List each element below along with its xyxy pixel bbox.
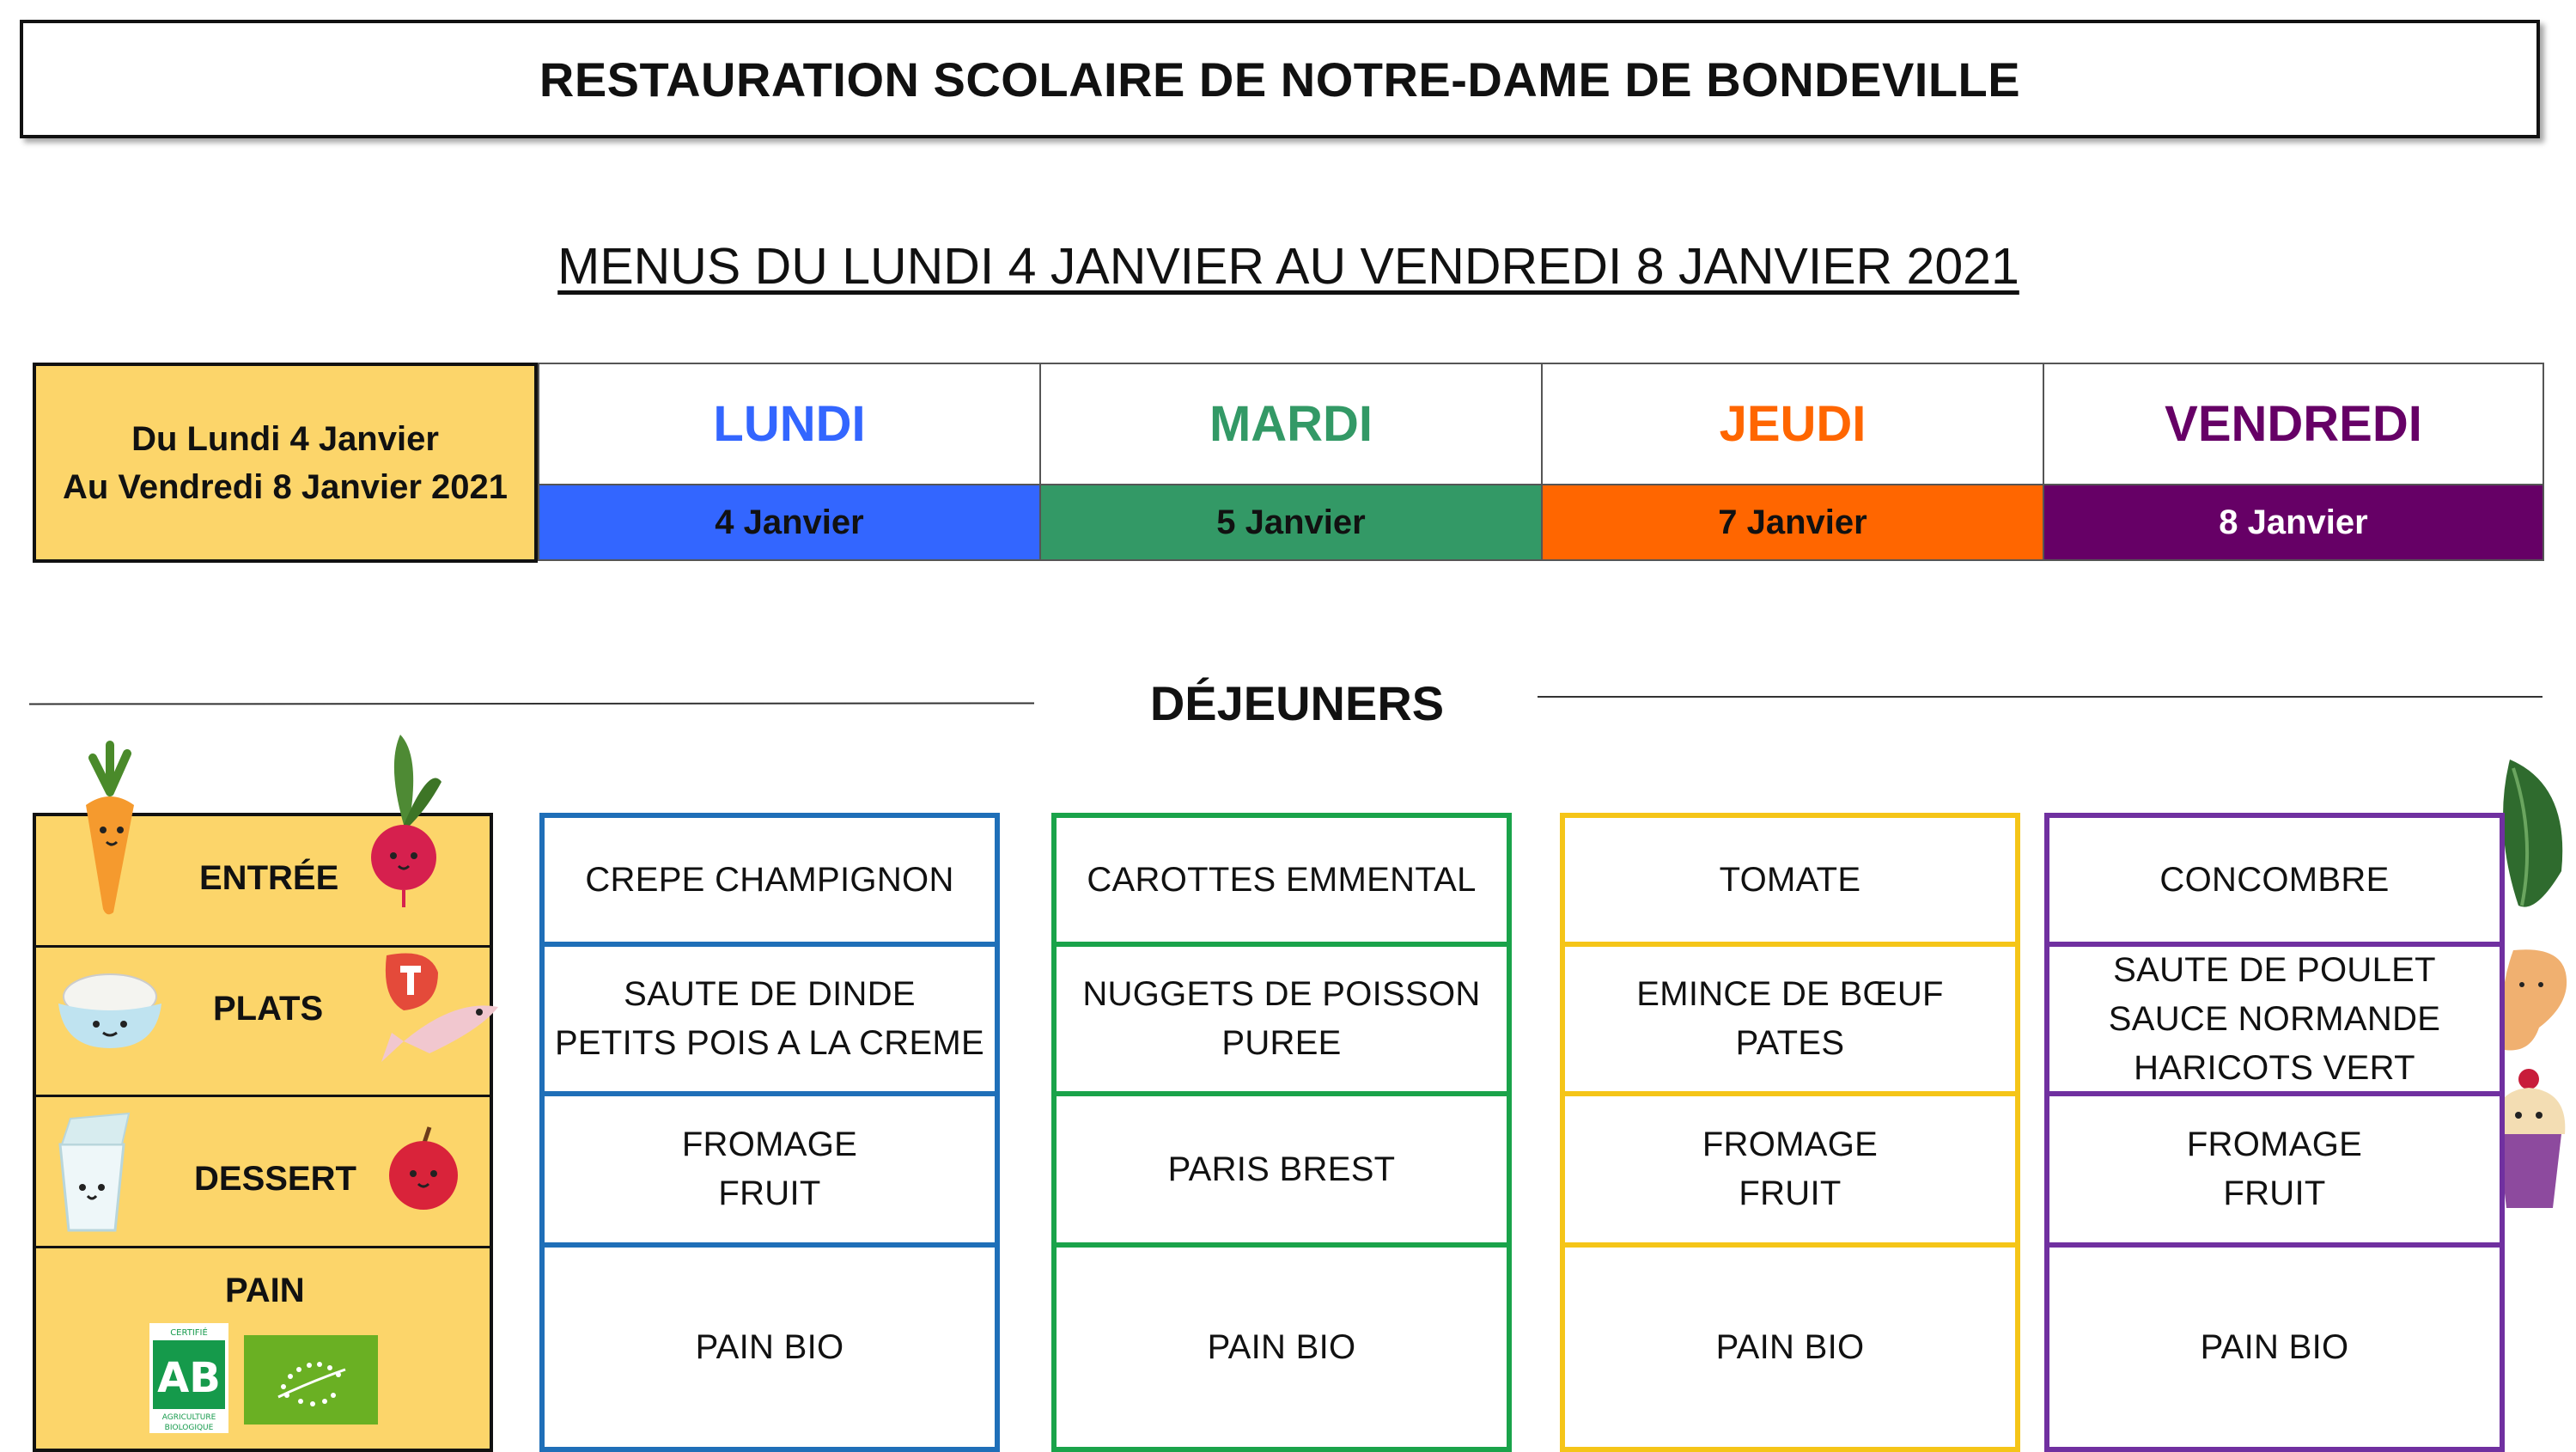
menu-pain-vendredi — [2049, 1248, 2500, 1447]
ab-agriculture-text: AGRICULTURE — [161, 1413, 216, 1422]
dish-line: PAIN BIO — [1207, 1327, 1356, 1366]
menu-dessert-vendredi — [2049, 1096, 2500, 1242]
week-range-start: Du Lundi 4 Janvier — [131, 419, 439, 458]
day-name-mardi: MARDI — [1039, 363, 1543, 485]
day-name-jeudi: JEUDI — [1541, 363, 2044, 485]
rice-bowl-icon — [50, 966, 170, 1052]
divider-right — [1538, 696, 2543, 698]
dish-line: CAROTTES EMMENTAL — [1087, 860, 1477, 899]
divider-left — [29, 702, 1034, 705]
section-title-dejeuners: DÉJEUNERS — [1149, 675, 1445, 730]
dish-line: PATES — [1735, 1024, 1845, 1062]
dish-line: PAIN BIO — [695, 1327, 844, 1366]
pear-icon — [2496, 945, 2568, 1057]
category-label-plats: PLATS — [213, 990, 324, 1028]
menu-plats-mardi — [1057, 947, 1507, 1091]
carrot-icon — [76, 741, 144, 921]
dish-line: NUGGETS DE POISSON — [1082, 975, 1481, 1013]
menu-pain-mardi — [1057, 1248, 1507, 1447]
day-date-mardi: 5 Janvier — [1039, 484, 1543, 561]
menu-pain-jeudi — [1565, 1248, 2015, 1447]
dish-line: PARIS BREST — [1167, 1150, 1396, 1188]
menu-dessert-jeudi — [1565, 1096, 2015, 1242]
ab-certified-text: CERTIFIÉ — [170, 1328, 208, 1338]
ab-bio-logo — [149, 1323, 228, 1433]
dish-line: FRUIT — [2223, 1174, 2326, 1212]
dish-line: SAUTE DE DINDE — [624, 975, 916, 1013]
dish-line: PAIN BIO — [1715, 1327, 1865, 1366]
day-date-lundi: 4 Janvier — [538, 484, 1041, 561]
ab-biologique-text: BIOLOGIQUE — [164, 1424, 214, 1432]
dish-line: HARICOTS VERT — [2134, 1048, 2415, 1087]
menu-entree-lundi — [545, 818, 995, 942]
menu-column-jeudi — [1560, 813, 2020, 1452]
page-title: RESTAURATION SCOLAIRE DE NOTRE-DAME DE BONDEVILLE — [20, 20, 2540, 138]
day-name-vendredi: VENDREDI — [2043, 363, 2544, 485]
meat-fish-icon — [378, 947, 507, 1076]
day-date-jeudi: 7 Janvier — [1541, 484, 2044, 561]
dish-line: FROMAGE — [1702, 1126, 1879, 1163]
apple-icon — [385, 1126, 462, 1211]
dish-line: FROMAGE — [2186, 1126, 2363, 1163]
menu-entree-vendredi — [2049, 818, 2500, 942]
menu-period-title: MENUS DU LUNDI 4 JANVIER AU VENDREDI 8 JANVIER 2021 — [557, 238, 2019, 295]
category-row-pain — [36, 1246, 490, 1449]
menu-column-mardi — [1051, 813, 1512, 1452]
day-date-vendredi: 8 Janvier — [2043, 484, 2544, 561]
category-label-entree: ENTRÉE — [199, 859, 339, 897]
ab-letters-text: AB — [157, 1354, 221, 1402]
menu-column-lundi — [539, 813, 1000, 1452]
dish-line: FRUIT — [1739, 1174, 1842, 1212]
menu-pain-lundi — [545, 1248, 995, 1447]
menu-dessert-lundi — [545, 1096, 995, 1242]
menu-entree-mardi — [1057, 818, 1507, 942]
radish-icon — [361, 730, 447, 911]
dish-line: EMINCE DE BŒUF — [1636, 975, 1944, 1013]
dish-line: FROMAGE — [681, 1126, 858, 1163]
week-range-end: Au Vendredi 8 Janvier 2021 — [62, 467, 509, 506]
dish-line: SAUTE DE POULET — [2113, 950, 2436, 989]
week-range-cell — [33, 363, 538, 563]
eu-organic-leaf-logo — [244, 1335, 378, 1425]
menu-plats-lundi — [545, 947, 995, 1091]
dish-line: TOMATE — [1719, 860, 1861, 899]
dish-line: PUREE — [1221, 1024, 1342, 1062]
menu-entree-jeudi — [1565, 818, 2015, 942]
day-name-lundi: LUNDI — [538, 363, 1041, 485]
yogurt-icon — [53, 1110, 131, 1237]
category-label-pain: PAIN — [225, 1272, 305, 1309]
dish-line: PAIN BIO — [2200, 1327, 2349, 1366]
category-label-dessert: DESSERT — [194, 1160, 356, 1198]
menu-plats-jeudi — [1565, 947, 2015, 1091]
menu-dessert-mardi — [1057, 1096, 1507, 1242]
menu-plats-vendredi — [2049, 947, 2500, 1091]
dish-line: PETITS POIS A LA CREME — [554, 1024, 985, 1062]
dish-line: SAUCE NORMANDE — [2108, 999, 2441, 1038]
dish-line: FRUIT — [718, 1174, 821, 1212]
menu-column-vendredi — [2044, 813, 2505, 1452]
dish-line: CREPE CHAMPIGNON — [585, 860, 954, 899]
dish-line: CONCOMBRE — [2159, 860, 2390, 899]
